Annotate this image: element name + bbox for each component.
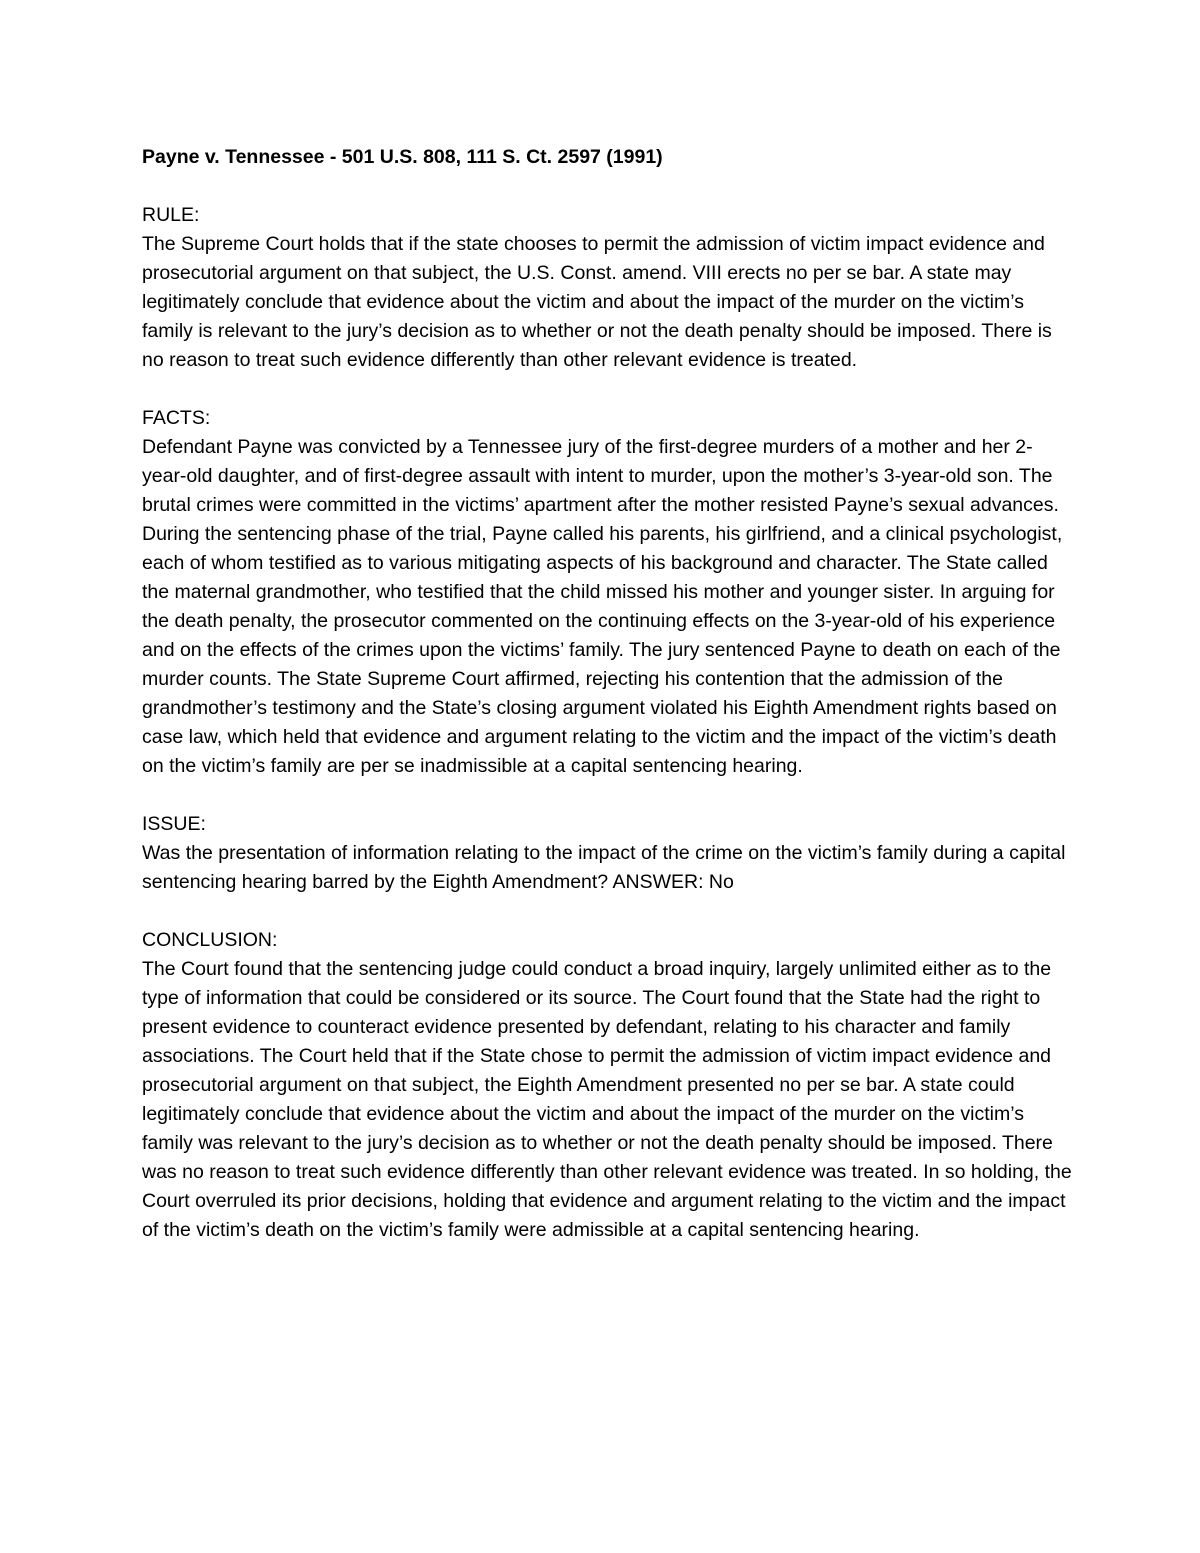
conclusion-section [142,926,1072,1245]
section-heading-conclusion: CONCLUSION: [142,929,278,951]
section-text-rule: The Supreme Court holds that if the state chooses to permit the admission of victim impact evidence and prosecutorial argument on that subject, the U.S. Const. amend. VIII erects no per se bar. A state may legitimately conclude that evidence about the victim and about the impact of the murder on the victim’s family is relevant to the jury’s decision as to whether or not the death penalty should be imposed. There is no reason to treat such evidence differently than other relevant evidence is treated. [142,233,1052,371]
section-text-conclusion: The Court found that the sentencing judge could conduct a broad inquiry, largely unlimited either as to the type of information that could be considered or its source. The Court found that the State had the right to present evidence to counteract evidence presented by defendant, relating to his character and family associations. The Court held that if the State chose to permit the admission of victim impact evidence and prosecutorial argument on that subject, the Eighth Amendment presented no per se bar. A state could legitimately conclude that evidence about the victim and about the impact of the murder on the victim’s family was relevant to the jury’s decision as to whether or not the death penalty should be imposed. There was no reason to treat such evidence differently than other relevant evidence was treated. In so holding, the Court overruled its prior decisions, holding that evidence and argument relating to the victim and the impact of the victim’s death on the victim’s family were admissible at a capital sentencing hearing. [142,958,1072,1241]
case-title: Payne v. Tennessee - 501 U.S. 808, 111 S. Ct. 2597 (1991) [142,146,663,168]
section-heading-rule: RULE: [142,204,200,226]
issue-section [142,810,1072,897]
document-body [142,143,1072,1274]
section-text-issue: Was the presentation of information relating to the impact of the crime on the victim’s family during a capital sentencing hearing barred by the Eighth Amendment? ANSWER: No [142,842,1066,893]
section-text-facts: Defendant Payne was convicted by a Tennessee jury of the first-degree murders of a mother and her 2-year-old daughter, and of first-degree assault with intent to murder, upon the mother’s 3-year-old son. The brutal crimes were committed in the victims’ apartment after the mother resisted Payne’s sexual advances. During the sentencing phase of the trial, Payne called his parents, his girlfriend, and a clinical psychologist, each of whom testified as to various mitigating aspects of his background and character. The State called the maternal grandmother, who testified that the child missed his mother and younger sister. In arguing for the death penalty, the prosecutor commented on the continuing effects on the 3-year-old of his experience and on the effects of the crimes upon the victims’ family. The jury sentenced Payne to death on each of the murder counts. The State Supreme Court affirmed, rejecting his contention that the admission of the grandmother’s testimony and the State’s closing argument violated his Eighth Amendment rights based on case law, which held that evidence and argument relating to the victim and the impact of the victim’s death on the victim’s family are per se inadmissible at a capital sentencing hearing. [142,436,1063,777]
rule-section [142,201,1072,375]
section-heading-facts: FACTS: [142,407,211,429]
facts-section [142,404,1072,781]
section-heading-issue: ISSUE: [142,813,206,835]
